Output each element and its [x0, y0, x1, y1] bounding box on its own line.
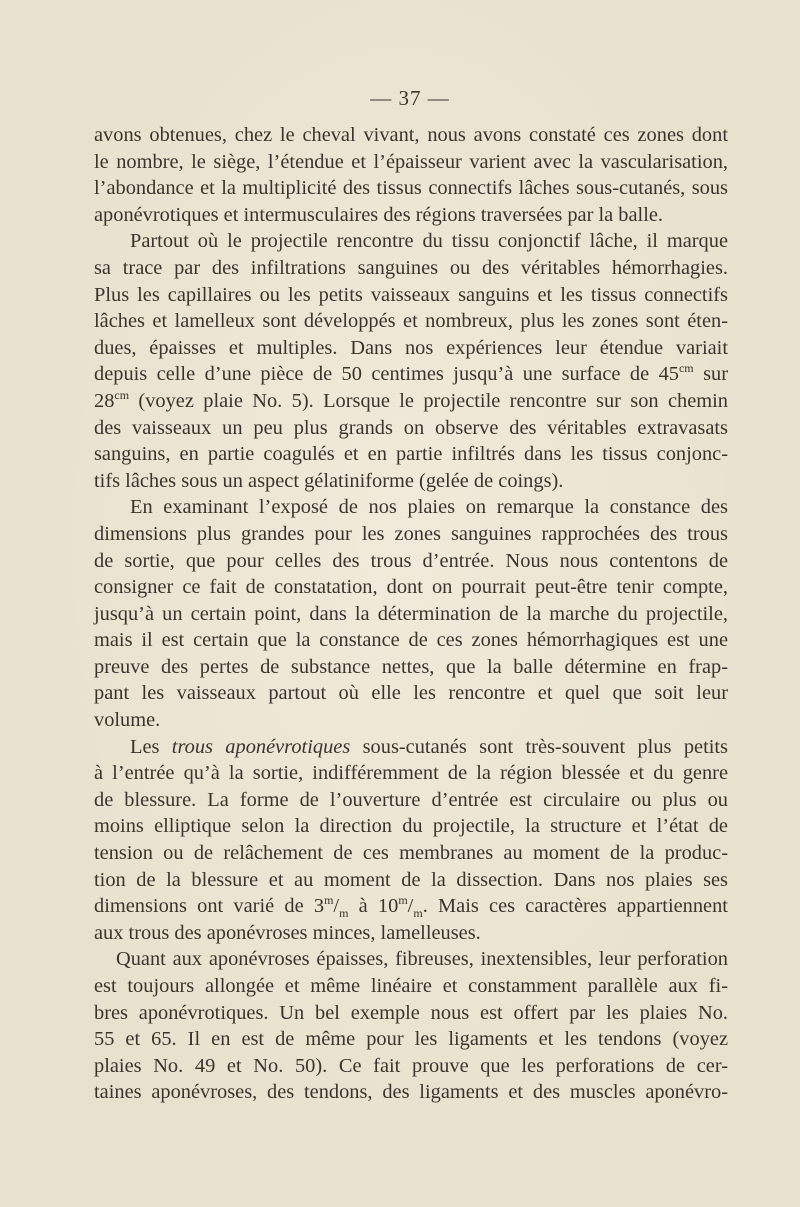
text-line: taines aponévroses, des tendons, des ligaments et des muscles aponévro-	[94, 1081, 728, 1104]
text-line: de blessure. La forme de l’ouverture d’entrée est circulaire ou plus ou	[94, 788, 728, 811]
text-line: preuve des pertes de substance nettes, que la balle détermine en frap-	[94, 655, 728, 678]
text-line: est toujours allongée et même linéaire et constamment parallèle aux fi-	[94, 975, 728, 997]
text-line: avons obtenues, chez le cheval vivant, nous avons constaté ces zones dont	[94, 124, 728, 146]
text-span: Les	[130, 735, 160, 758]
superscript-cm: cm	[114, 388, 130, 403]
text-line: lâches et lamelleux sont développés et nombreux, plus les zones sont éten-	[94, 310, 728, 333]
text-span: sous-cutanés sont très-souvent plus petits	[362, 735, 728, 758]
text-line: tifs lâches sous un aspect gélatiniforme (gelée de coings).	[94, 469, 564, 492]
text-span: depuis celle d’une pièce de 50 centimes jusqu’à une surface de 45	[94, 363, 679, 386]
text-line: le nombre, le siège, l’étendue et l’épaisseur varient avec la vascularisation,	[94, 150, 728, 173]
paragraph-start	[94, 734, 728, 761]
text-line: Plus les capillaires ou les petits vaisseaux sanguins et les tissus connectifs	[94, 283, 728, 306]
text-line: plaies No. 49 et No. 50). Ce fait prouve que les perforations de cer-	[94, 1054, 728, 1077]
superscript-cm: cm	[678, 361, 694, 376]
text-line: mais il est certain que la constance de ces zones hémorrhagiques est une	[94, 629, 728, 652]
text-line: volume.	[94, 709, 161, 732]
text-line: dimensions plus grandes pour les zones sanguines rapprochées des trous	[94, 522, 728, 545]
text-line: l’abondance et la multiplicité des tissus connectifs lâches sous-cutanés, sous	[94, 177, 728, 200]
text-line: à l’entrée qu’à la sortie, indifféremment de la région blessée et du genre	[94, 762, 728, 785]
page-number: — 37 —	[370, 86, 450, 110]
text-span: (voyez plaie No. 5). Lorsque le projectile rencontre sur son chemin	[138, 389, 728, 412]
paragraph-start: En examinant l’exposé de nos plaies on remarque la constance des	[130, 496, 728, 519]
text-line: pant les vaisseaux partout où elle les rencontre et quel que soit leur	[94, 682, 728, 705]
text-line: aponévrotiques et intermusculaires des régions traversées par la balle.	[94, 203, 664, 226]
text-line: sa trace par des infiltrations sanguines ou des véritables hémorrhagies.	[94, 256, 728, 279]
text-line: de sortie, que pour celles des trous d’entrée. Nous nous contentons de	[94, 549, 728, 572]
text-line	[94, 361, 728, 388]
subscript-m: m	[413, 906, 423, 921]
text-line: sanguins, en partie coagulés et en partie infiltrés dans les tissus conjonc-	[94, 443, 728, 466]
text-line	[94, 388, 728, 415]
text-span: dimensions ont varié de 3	[94, 895, 325, 918]
text-line: consigner ce fait de constatation, dont on pourrait peut-être tenir compte,	[94, 576, 728, 599]
slash: /	[333, 895, 340, 918]
text-line: aux trous des aponévroses minces, lamelleuses.	[94, 921, 481, 944]
superscript-m: m	[324, 893, 334, 908]
slash: /	[407, 895, 414, 918]
text-span: 28	[94, 389, 115, 412]
text-line: moins elliptique selon la direction du projectile, la structure et l’état de	[94, 815, 728, 838]
text-line: jusqu’à un certain point, dans la détermination de la marche du projectile,	[94, 602, 728, 625]
text-line: bres aponévrotiques. Un bel exemple nous est offert par les plaies No.	[94, 1001, 728, 1024]
body-text	[94, 122, 728, 1106]
paragraph-start: Partout où le projectile rencontre du tissu conjonctif lâche, il marque	[130, 230, 728, 253]
text-line: tension ou de relâchement de ces membranes au moment de la produc-	[94, 842, 728, 865]
superscript-m: m	[398, 893, 408, 908]
text-line: tion de la blessure et au moment de la dissection. Dans nos plaies ses	[94, 868, 728, 891]
paragraph-start: Quant aux aponévroses épaisses, fibreuses, inextensibles, leur perforation	[116, 948, 728, 971]
italic-term: trous aponévrotiques	[171, 735, 351, 758]
text-span: sur	[703, 363, 728, 386]
text-line	[94, 893, 728, 920]
text-line: 55 et 65. Il en est de même pour les ligaments et les tendons (voyez	[94, 1028, 728, 1051]
text-line: des vaisseaux un peu plus grands on observe des véritables extravasats	[94, 416, 728, 439]
text-span: . Mais ces caractères appartiennent	[422, 895, 728, 918]
subscript-m: m	[339, 906, 349, 921]
text-line: dues, épaisses et multiples. Dans nos expériences leur étendue variait	[94, 336, 728, 359]
text-span: à 10	[358, 895, 399, 918]
